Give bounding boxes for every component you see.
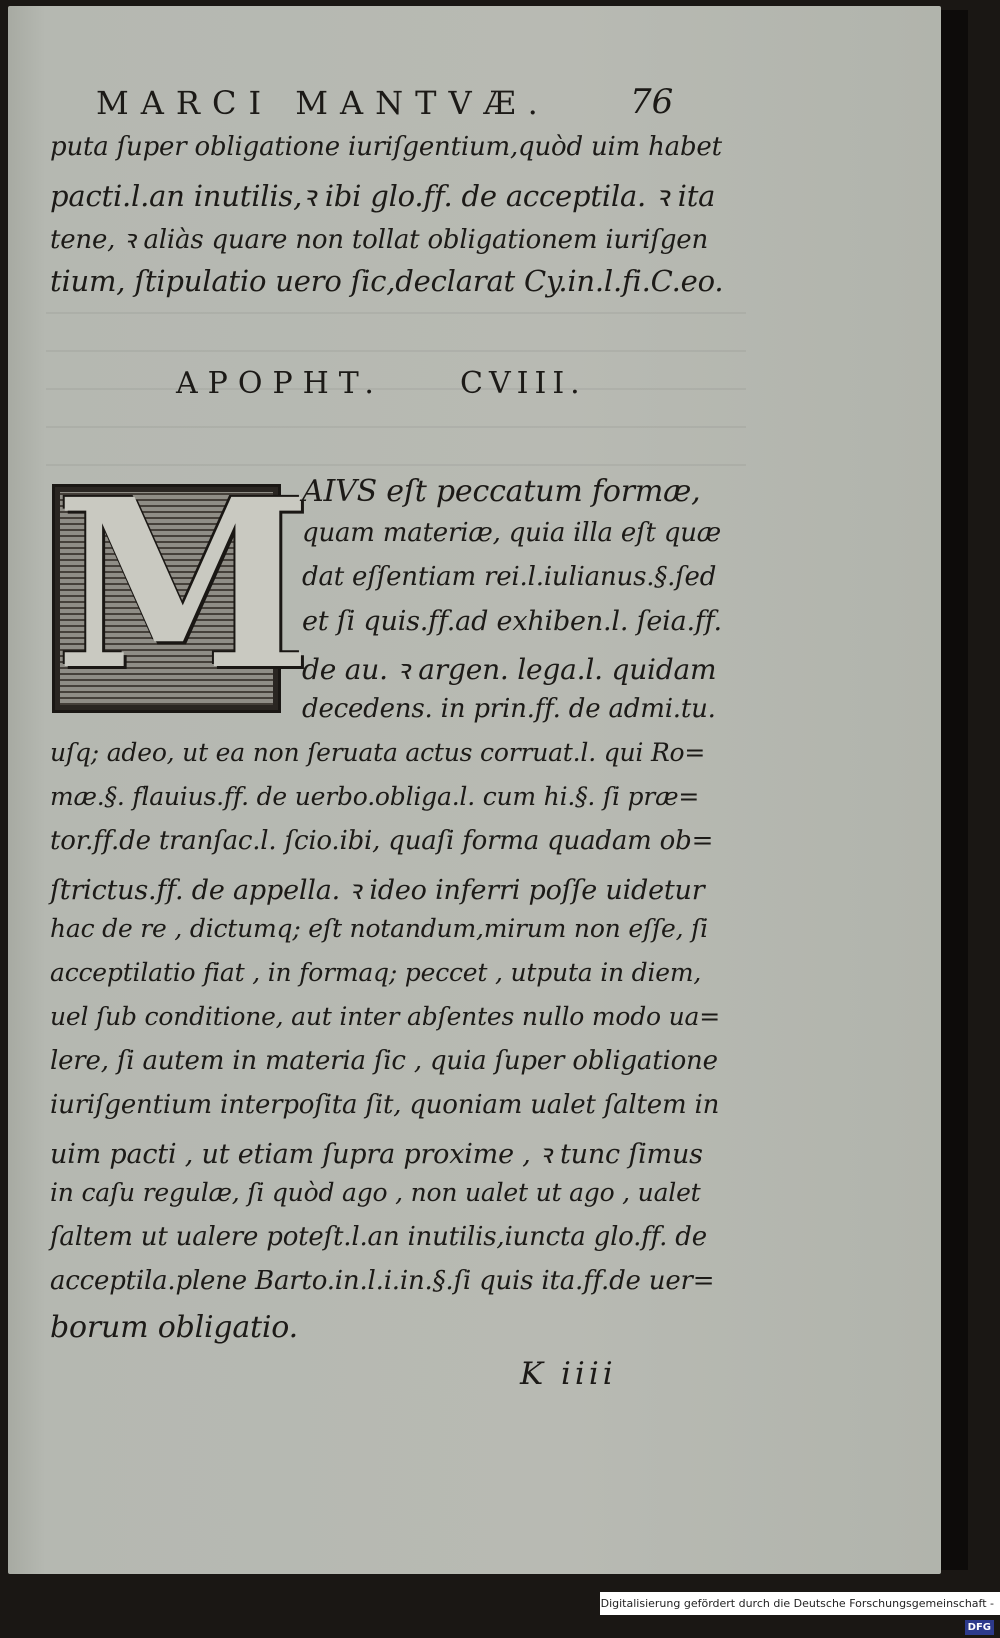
initial-line: de au. ꝛ argen. lega.l. quidam [302,653,717,686]
credit-text: Digitalisierung gefördert durch die Deutsche Forschungsgemeinschaft - [600,1597,994,1610]
text-line: acceptila.plene Barto.in.l.i.in.§.ſi quis ita.ff.de uer= [50,1266,715,1296]
text-line: ſtrictus.ff. de appella. ꝛ ideo inferri poſſe uidetur [50,875,705,906]
digitization-credit [600,1592,1000,1633]
text-line: borum obligatio. [50,1310,298,1345]
text-line: ſaltem ut ualere poteſt.l.an inutilis,iuncta glo.ff. de [50,1222,707,1252]
text-line: hac de re , dictumq; eſt notandum,mirum non eſſe, ſi [50,914,708,943]
woodcut-initial [52,448,312,721]
initial-line: AIVS eſt peccatum formæ, [302,474,701,509]
text-line: uim pacti , ut etiam ſupra proxime , ꝛ tunc ſimus [50,1139,703,1170]
initial-line: decedens. in prin.ff. de admi.tu. [302,694,716,724]
section-heading-number: CVIII. [460,366,586,401]
text-line: puta ſuper obligatione iuriſgentium,quòd uim habet [50,132,722,162]
text-line: tor.ff.de tranſac.l. ſcio.ibi, quaſi forma quadam ob= [50,826,714,856]
text-line: lere, ſi autem in materia ſic , quia ſuper obligatione [50,1046,718,1076]
text-line: tium, ſtipulatio uero ſic,declarat Cy.in.l.fi.C.eo. [50,264,724,298]
signature-mark: K iiii [520,1356,617,1392]
text-line: uſq; adeo, ut ea non ſeruata actus corruat.l. qui Ro= [50,738,706,767]
text-line: acceptilatio fiat , in formaq; peccet , utputa in diem, [50,958,702,987]
drop-cap-letter: M [55,448,312,721]
page-edge-shadow [938,10,968,1570]
section-heading-label: APOPHT. [176,366,384,401]
text-line: in caſu regulæ, ſi quòd ago , non ualet ut ago , ualet [50,1178,701,1207]
text-line: mæ.§. flauius.ff. de uerbo.obliga.l. cum hi.§. ſi præ= [50,782,700,811]
text-line: iuriſgentium interpoſita ſit, quoniam ualet ſaltem in [50,1090,720,1120]
dfg-logo: DFG [965,1620,994,1635]
initial-line: quam materiæ, quia illa eſt quæ [302,518,722,548]
show-through-texture [46,306,746,466]
text-line: tene, ꝛ aliàs quare non tollat obligationem iuriſgen [50,225,708,255]
running-title: MARCI MANTVÆ. [96,84,550,122]
book-page [8,6,941,1574]
initial-line: et ſi quis.ff.ad exhiben.l. ſeia.ff. [302,606,722,637]
text-line: pacti.l.an inutilis,ꝛ ibi glo.ff. de acceptila. ꝛ ita [50,179,716,213]
text-line: uel ſub conditione, aut inter abſentes nullo modo ua= [50,1002,720,1031]
initial-line: dat eſſentiam rei.l.iulianus.§.ſed [302,562,717,592]
folio-number: 76 [630,82,674,122]
